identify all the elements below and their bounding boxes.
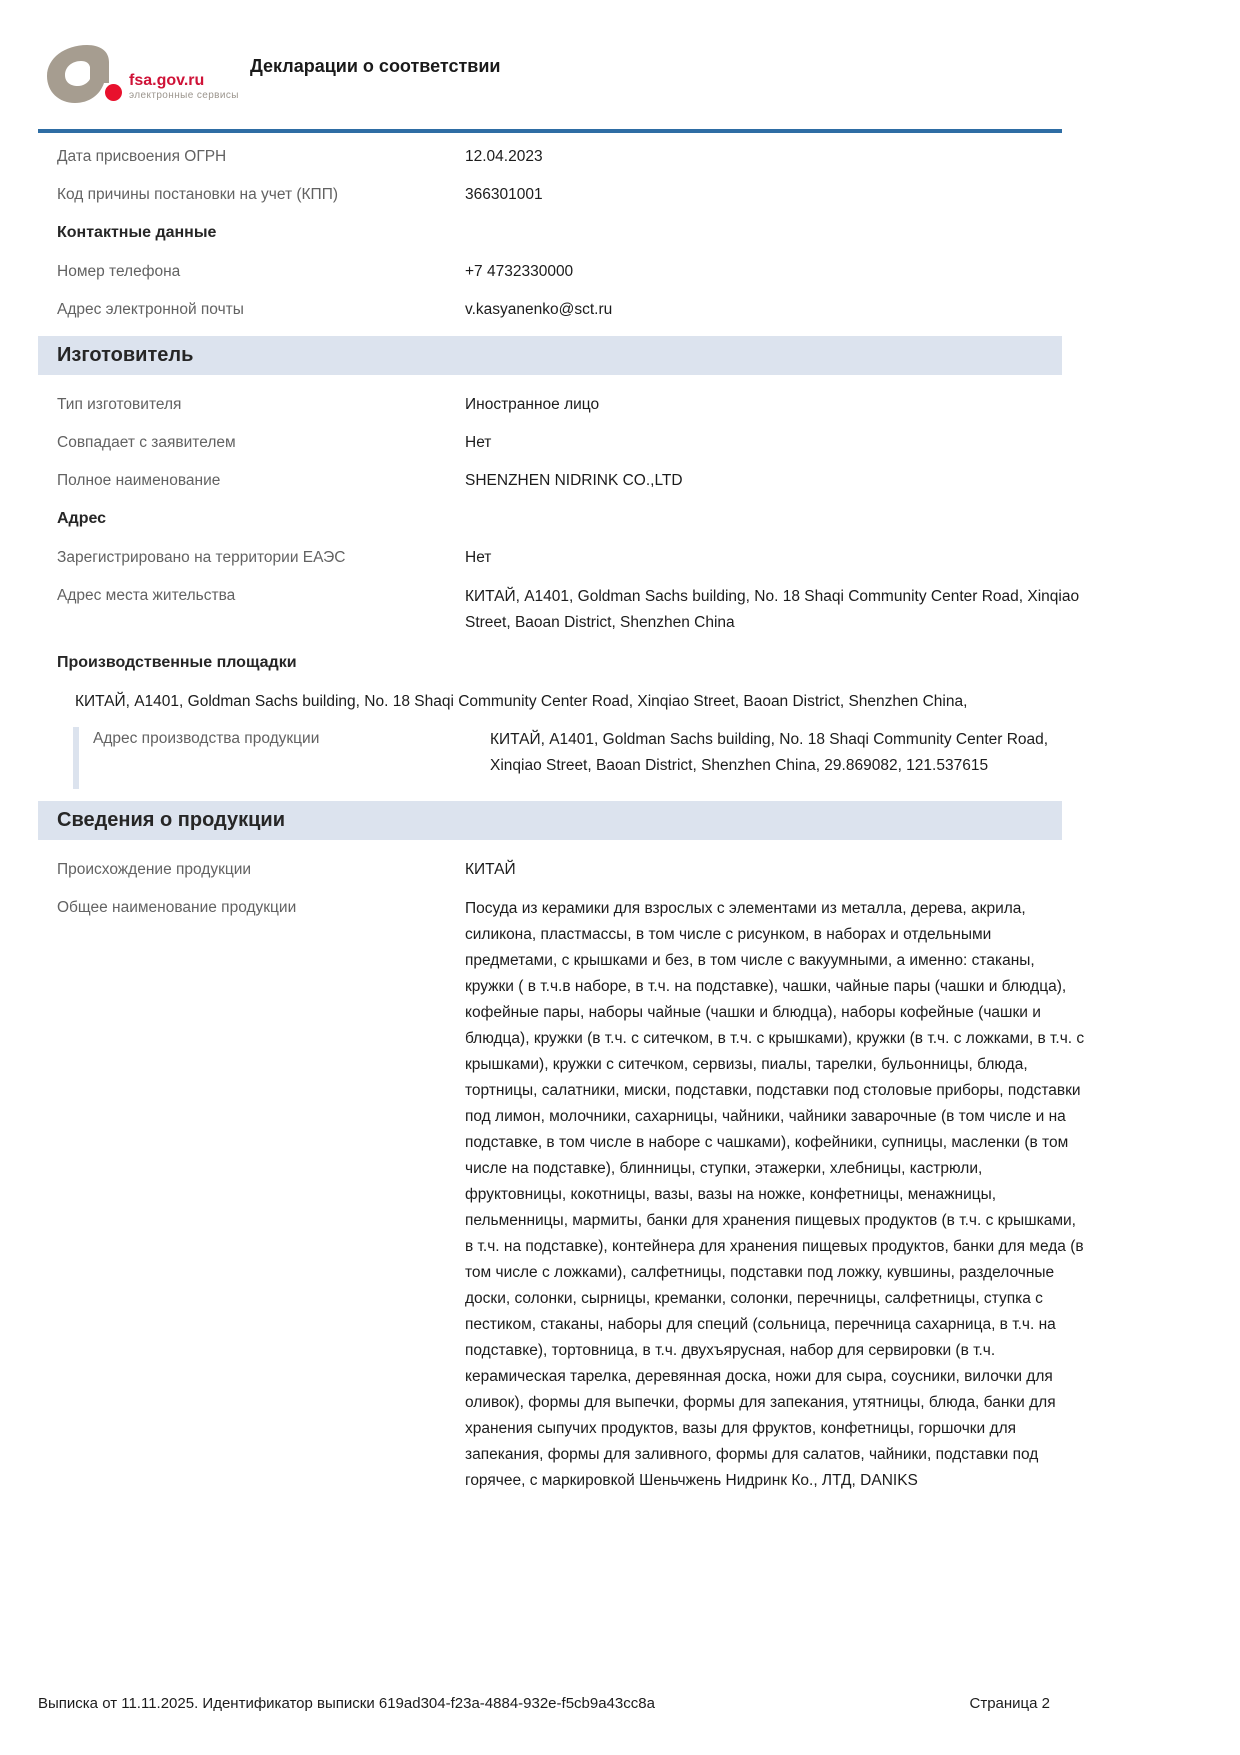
field-label: Зарегистрировано на территории ЕАЭС <box>57 549 346 566</box>
brand-name: fsa.gov.ru <box>129 72 205 89</box>
field-row-full-name <box>38 469 1085 492</box>
field-row-email <box>38 298 1085 321</box>
document-body <box>38 129 1085 1509</box>
field-value: SHENZHEN NIDRINK CO.,LTD <box>465 472 683 489</box>
field-row-kpp <box>38 183 1085 206</box>
production-site-summary: КИТАЙ, A1401, Goldman Sachs building, No. 18 Shaqi Community Center Road, Xinqiao Street, Baoan District, Shenzhen China, <box>75 693 968 710</box>
field-label: Происхождение продукции <box>57 861 252 878</box>
field-value: +7 4732330000 <box>465 263 574 280</box>
field-value: КИТАЙ, A1401, Goldman Sachs building, No. 18 Shaqi Community Center Road, Xinqiao Street, Baoan District, Shenzhen China, 29.869082, 121.537615 <box>490 731 1049 774</box>
field-value: Посуда из керамики для взрослых с элементами из металла, дерева, акрила, силикона, пластмассы, в том числе с рисунком, в наборах и отдельными предметами, с крышками и без, в том числе с вакуумными, а именно: стаканы, кружки ( в т.ч.в наборе, в т.ч. на подставке), чашки, чайные пары (чашки и блюдца), кофейные пары, наборы чайные (чашки и блюдца), наборы кофейные (чашки и блюдца), кружки (в т.ч. с ситечком, в т.ч. с крышками), кружки (в т.ч. с ложками, в т.ч. с крышками), кружки с ситечком, сервизы, пиалы, тарелки, бульонницы, блюда, тортницы, салатники, миски, подставки, подставки под столовые приборы, подставки под лимон, молочники, сахарницы, чайники, чайники заварочные (в том числе и на подставке, в том числе в наборе с чашками), кофейники, супницы, масленки (в том числе на подставке), блинницы, ступки, этажерки, хлебницы, кастрюли, фруктовницы, кокотницы, вазы, вазы на ножке, конфетницы, менажницы, пельменницы, мармиты, банки для хранения пищевых продуктов (в т.ч. с крышками, в т.ч. на подставке), контейнера для хранения пищевых продуктов, банки для меда (в том числе с ложками), салфетницы, подставки под ложку, кувшины, разделочные доски, солонки, сырницы, креманки, солонки, перечницы, салфетницы, ступка с пестиком, стаканы, наборы для специй (сольница, перечница сахарница, в т.ч. на подставке), тортовница, в т.ч. двухъярусная, набор для сервировки (в т.ч. керамическая тарелка, деревянная доска, ножи для сыра, соусники, вилочки для оливок), формы для выпечки, формы для запекания, утятницы, блюда, банки для хранения сыпучих продуктов, вазы для фруктов, конфетницы, горшочки для запекания, формы для заливного, формы для салатов, чайники, подставки под горячее, с маркировкой Шеньчжень Нидринк Ко., ЛТД, DANIKS <box>465 900 1085 1489</box>
field-value: КИТАЙ <box>465 861 516 878</box>
field-row-same-as-applicant <box>38 431 1085 454</box>
page-number: Страница 2 <box>969 1695 1050 1712</box>
section-title: Сведения о продукции <box>57 809 285 831</box>
field-value: Иностранное лицо <box>465 396 600 413</box>
field-label: Дата присвоения ОГРН <box>57 148 227 165</box>
fsa-logo-icon <box>45 44 123 104</box>
contacts-heading: Контактные данные <box>57 224 217 241</box>
section-manufacturer <box>38 336 1062 375</box>
field-row-residence-address <box>38 584 1085 636</box>
field-value: Нет <box>465 549 492 566</box>
brand-tagline: электронные сервисы <box>129 90 239 101</box>
logo-text <box>129 72 239 104</box>
field-label: Адрес места жительства <box>57 587 236 604</box>
section-title: Изготовитель <box>57 344 194 366</box>
production-sites-heading: Производственные площадки <box>57 654 297 671</box>
field-label: Код причины постановки на учет (КПП) <box>57 186 338 203</box>
field-row-ogrn-date <box>38 145 1085 168</box>
field-label: Адрес производства продукции <box>93 730 320 747</box>
field-value: 366301001 <box>465 186 543 203</box>
document-header <box>0 0 1240 133</box>
top-divider <box>38 129 1062 133</box>
fsa-logo <box>45 44 239 104</box>
address-heading: Адрес <box>57 510 107 527</box>
field-row-product-description <box>38 896 1085 1494</box>
field-value: Нет <box>465 434 492 451</box>
field-row-production-address <box>73 727 1085 789</box>
field-label: Полное наименование <box>57 472 221 489</box>
field-label: Совпадает с заявителем <box>57 434 236 451</box>
field-row-manufacturer-type <box>38 393 1085 416</box>
field-label: Общее наименование продукции <box>57 899 297 916</box>
logo-red-dot-icon <box>105 84 122 101</box>
field-value: КИТАЙ, A1401, Goldman Sachs building, No. 18 Shaqi Community Center Road, Xinqiao Street, Baoan District, Shenzhen China <box>465 588 1080 631</box>
section-product-info <box>38 801 1062 840</box>
field-label: Номер телефона <box>57 263 181 280</box>
page-title: Декларации о соответствии <box>250 56 501 76</box>
field-row-eaeu-registered <box>38 546 1085 569</box>
extract-identifier: Выписка от 11.11.2025. Идентификатор выписки 619ad304-f23a-4884-932e-f5cb9a43cc8a <box>38 1695 655 1712</box>
field-value: 12.04.2023 <box>465 148 543 165</box>
field-label: Адрес электронной почты <box>57 301 244 318</box>
field-label: Тип изготовителя <box>57 396 182 413</box>
field-value: v.kasyanenko@sct.ru <box>465 301 613 318</box>
field-row-phone <box>38 260 1085 283</box>
field-row-product-origin <box>38 858 1085 881</box>
document-footer <box>38 1694 1050 1714</box>
